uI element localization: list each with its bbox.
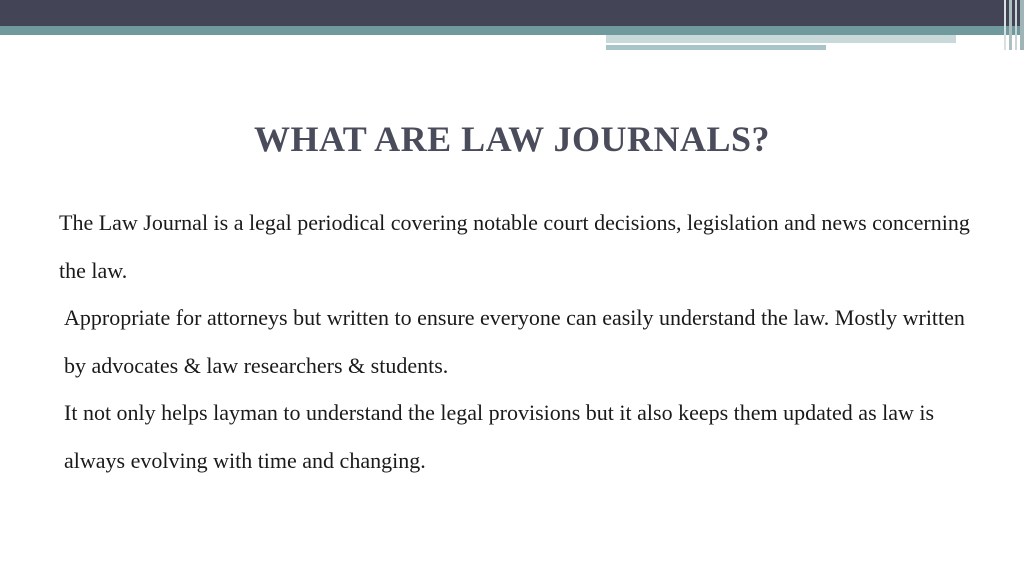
header-top-band [0, 0, 1024, 26]
header-right-cap [994, 0, 1024, 50]
paragraph-audience: Appropriate for attorneys but written to ensure everyone can easily understand the law. Mostly written by advocates & law researchers & students. [64, 305, 965, 378]
header-pale-strip [606, 35, 956, 43]
paragraph-purpose: It not only helps layman to understand the legal provisions but it also keeps them updated as law is always evolving with time and changing. [64, 400, 935, 473]
paragraph-definition: The Law Journal is a legal periodical covering notable court decisions, legislation and news concerning the law. [59, 210, 970, 283]
slide-title: WHAT ARE LAW JOURNALS? [253, 119, 771, 159]
header-white-gap [0, 35, 606, 41]
header-light-strip [606, 45, 826, 50]
slide-body [59, 199, 989, 484]
header-teal-line [0, 26, 1024, 35]
